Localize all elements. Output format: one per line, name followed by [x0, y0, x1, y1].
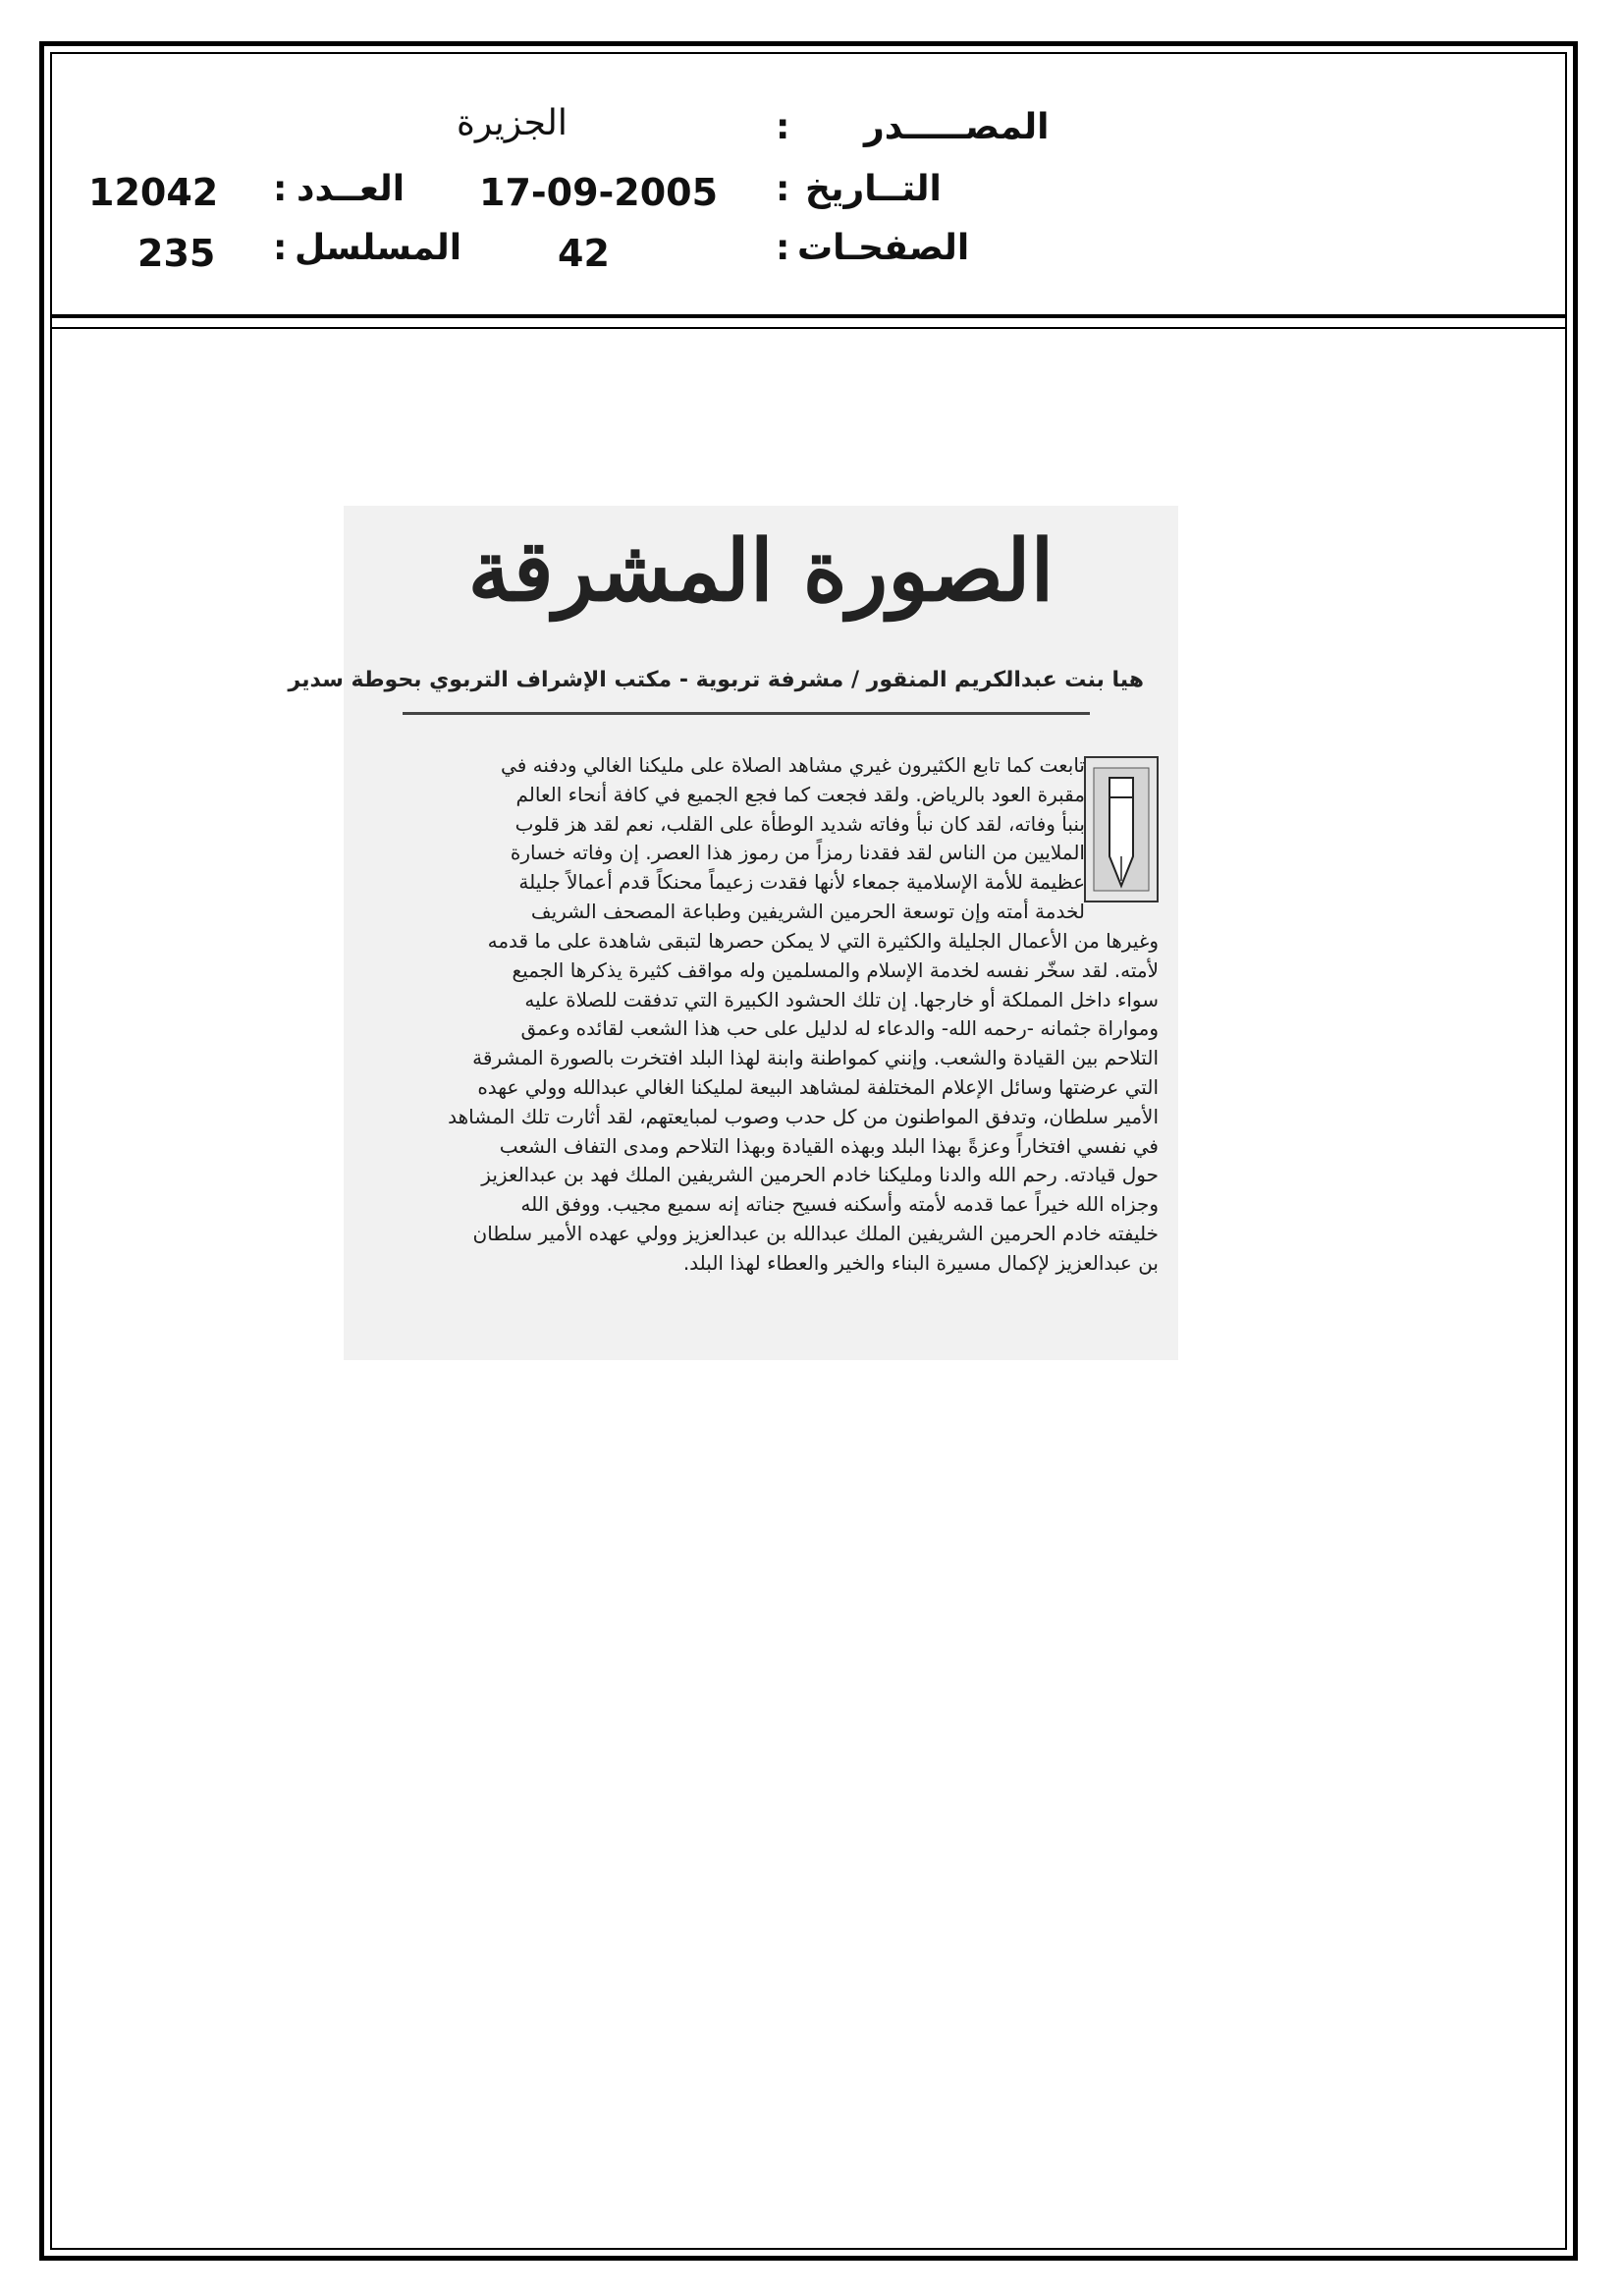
pages-colon: :	[776, 228, 790, 268]
header-divider	[50, 314, 1567, 318]
article-body-indented	[378, 751, 1085, 927]
article-line: سواء داخل المملكة أو خارجها. إن تلك الحشود الكبيرة التي تدفقت للصلاة عليه	[524, 987, 1159, 1011]
article-line: تابعت كما تابع الكثيرون غيري مشاهد الصلاة على مليكنا الغالي ودفنه في	[501, 753, 1085, 777]
newspaper-clipping	[288, 506, 1178, 1360]
serial-value: 235	[137, 232, 216, 275]
pages-label: الصفحـات	[797, 228, 970, 268]
issue-colon: :	[273, 169, 288, 209]
article-line: مقبرة العود بالرياض. ولقد فجعت كما فجع الجميع في كافة أنحاء العالم	[515, 782, 1085, 806]
article-line: وغيرها من الأعمال الجليلة والكثيرة التي لا يمكن حصرها لتبقى شاهدة على ما قدمه	[487, 929, 1159, 953]
article-line: الأمير سلطان، وتدفق المواطنون من كل حدب وصوب لمبايعتهم، لقد أثارت تلك المشاهد	[448, 1104, 1159, 1128]
article-line: لأمته. لقد سخّر نفسه لخدمة الإسلام والمسلمين وله مواقف كثيرة يذكرها الجميع	[512, 957, 1159, 982]
article-line: عظيمة للأمة الإسلامية جمعاء لأنها فقدت زعيماً محنكاً قدم أعمالاً جليلة	[518, 870, 1085, 895]
article-line: التلاحم بين القيادة والشعب. وإنني كمواطنة وابنة لهذا البلد افتخرت بالصورة المشرقة	[472, 1046, 1159, 1070]
article-title: الصورة المشرقة	[467, 521, 1055, 621]
source-value: الجزيرة	[457, 103, 568, 143]
article-line: ومواراة جثمانه -رحمه الله- والدعاء له لدليل على حب هذا الشعب لقائده وعمق	[520, 1016, 1159, 1041]
date-label: التــاريخ	[805, 169, 942, 209]
article-line: لخدمة أمته وإن توسعة الحرمين الشريفين وطباعة المصحف الشريف	[530, 899, 1085, 923]
article-line: في نفسي افتخاراً وعزةً بهذا البلد وبهذه القيادة وبهذا التلاحم ومدى التفاف الشعب	[499, 1133, 1159, 1158]
issue-value: 12042	[88, 171, 219, 214]
source-colon: :	[776, 107, 790, 147]
serial-label: المسلسل	[295, 228, 462, 268]
article-line: الملايين من الناس لقد فقدنا رمزاً من رموز هذا العصر. إن وفاته خسارة	[510, 841, 1085, 865]
article-line: بن عبدالعزيز لإكمال مسيرة البناء والخير والعطاء لهذا البلد.	[682, 1250, 1159, 1275]
serial-colon: :	[273, 228, 288, 268]
article-line: التي عرضتها وسائل الإعلام المختلفة لمشاهد البيعة لمليكنا الغالي عبدالله وولي عهده	[477, 1074, 1159, 1099]
date-value: 17-09-2005	[479, 171, 719, 214]
article-line: بنبأ وفاته، لقد كان نبأ وفاته شديد الوطأة على القلب، نعم لقد هز قلوب	[514, 811, 1085, 836]
pages-value: 42	[558, 232, 610, 275]
byline-rule	[403, 712, 1090, 715]
article-byline: هيا بنت عبدالكريم المنقور / مشرفة تربوية - مكتب الإشراف التربوي بحوطة سدير	[288, 668, 1144, 692]
date-colon: :	[776, 169, 790, 209]
issue-label: العــدد	[297, 169, 406, 209]
source-label: المصـــــدر	[864, 107, 1050, 147]
article-line: حول قيادته. رحم الله والدنا ومليكنا خادم الحرمين الشريفين الملك فهد بن عبدالعزيز	[481, 1163, 1159, 1187]
article-line: وجزاه الله خيراً عما قدمه لأمته وأسكنه فسيح جناته إنه سميع مجيب. ووفق الله	[520, 1192, 1159, 1217]
pen-icon	[1084, 756, 1159, 902]
article-body-full	[378, 927, 1159, 1279]
header-divider-thin	[50, 327, 1567, 329]
article-line: خليفته خادم الحرمين الشريفين الملك عبدالله بن عبدالعزيز وولي عهده الأمير سلطان	[472, 1221, 1159, 1245]
